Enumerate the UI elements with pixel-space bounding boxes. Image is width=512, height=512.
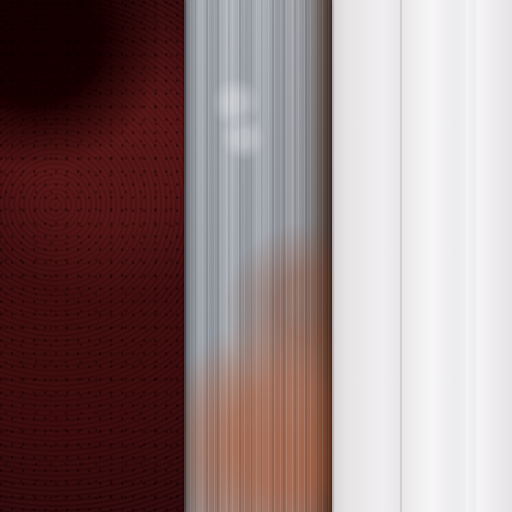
white-panel xyxy=(332,0,512,512)
panel-seam-shadow xyxy=(183,0,186,512)
panel-seam-shadow xyxy=(331,0,334,512)
dark-red-textured-surface xyxy=(0,0,184,512)
weathered-grey-strip xyxy=(184,0,332,512)
